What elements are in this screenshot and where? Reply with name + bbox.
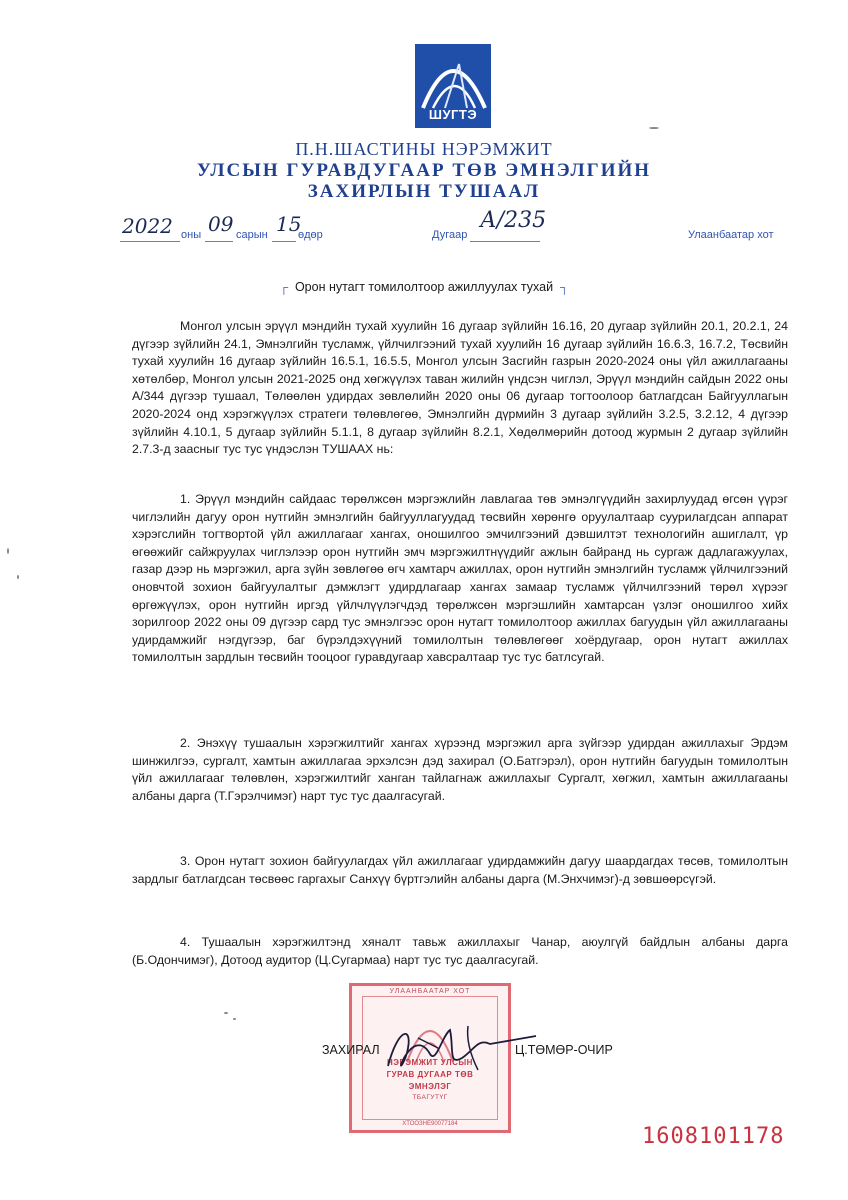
scan-speck	[224, 1012, 228, 1014]
intro-text: Монгол улсын эрүүл мэндийн тухай хуулийн 16 дугаар зүйлийн 16.16, 20 дугаар зүйлийн 20.1, 20.2.1, 24 дүгээр зүйлийн 24.1, Эмнэлгийн тусламж, үйлчилгээний тухай хуулийн 16 дугаар зүйлийн 16.6.3, 16.7.2, Төсвийн тухай хуулийн 16 дугаар зүйлийн 16.5.1, 16.5.5, Монгол улсын Засгийн газрын 2020-2024 оны үйл ажиллагааны хөтөлбөр, Монгол улсын 2021-2025 онд хөгжүүлэх таван жилийн үндсэн чиглэл, Эрүүл мэндийн сайдын 2022 оны А/344 дүгээр тушаал, Төлөөлөн удирдах зөвлөлийн 2020 оны 06 дугаар тогтоолоор батлагдсан Байгууллагын 2020-2024 онд хэрэгжүүлэх стратеги төлөвлөгөө, Эмнэлгийн дүрмийн 3 дугаар зүйлийн 3.2.5, 3.2.12, 4 дүгээр зүйлийн 4.10.1, 5 дугаар зүйлийн 5.1.1, 8 дугаар зүйлийн 8.2.1, Хөдөлмөрийн дотоод журмын 2 дугаар зүйлийн 2.7.3-д заасныг тус тус үндэслэн ТУШААХ нь:	[132, 319, 788, 457]
subject-text: Орон нутагт томилолтоор ажиллуулах тухай	[294, 280, 554, 294]
stamp-reg: ХТООЗНЕ90077184	[402, 1121, 458, 1127]
item-1-text: 1. Эрүүл мэндийн сайдаас төрөлжсөн мэргэжлийн лавлагаа төв эмнэлгүүдийн захирлуудад өгсөн үүрэг чиглэлийн дагуу орон нутгийн эмнэлгийн байгууллагуудад төсвийн хөрөнгө оруулалтаар суурилагдсан аппарат хэрэгслийн тогтвортой үйл ажиллагааг хангах, оношилгоо эмчилгээний дэвшилтэт технологийн ашиглалт, үр өгөөжийг сайжруулах чиглэлээр орон нутгийн эмч мэргэжилтнүүдийг ажлын байранд нь сургаж дадлагажуулах, газар дээр нь мэргэжил, арга зүйн зөвлөгөө өгч хамтарч ажиллах, орон нутгийн эмнэлгийн тусламж үйлчилгээний оновчтой зохион байгуулалтыг дэмжлэгт удирдлагаар хангах замаар тусламж үйлчилгээний төрөл хүрээг өргөжүүлэх, орон нутгийн иргэд үйлчлүүлэгчдэд төрөлжсөн мэргэшлийн хамтарсан үзлэг оношилгоо хийх зорилгоор 2022 оны 09 дүгээр сард тус эмнэлгээс орон нутагт томилолтоор ажиллах багуудын үйл ажиллагааны удирдамжийг нэгдүгээр, баг бүрэлдэхүүний томилолтын төлөвлөгөөг хоёрдугаар, орон нутагт ажиллах томилолтын зардлын төсвийн тооцоог гуравдугаар хавсралтаар тус тус батлсугай.	[132, 492, 788, 665]
item-3-text: 3. Орон нутагт зохион байгуулагдах үйл ажиллагааг удирдамжийн дагуу шаардагдах төсөв, томилолтын зардлыг батлагдсан төсвөөс гаргахыг Санхүү бүртгэлийн албаны дарга (М.Энхчимэг)-д зөвшөөрсүгэй.	[132, 854, 788, 886]
item-2	[132, 735, 788, 805]
city-label: Улаанбаатар хот	[688, 229, 774, 241]
handwritten-signature	[378, 1018, 538, 1078]
stamp-line-2: ГУРАВ ДУГААР ТӨВ	[386, 1070, 474, 1079]
logo-text: ШУГТЭ	[428, 107, 478, 122]
stamp-line-1: НЭРЭМЖИТ УЛСЫН	[387, 1058, 473, 1067]
corner-right-icon: ┐	[560, 280, 569, 294]
order-number-handwritten: А/235	[480, 208, 547, 233]
item-1	[132, 491, 788, 667]
month-suffix: сарын	[236, 229, 268, 241]
org-line-3: ЗАХИРЛЫН ТУШААЛ	[307, 181, 541, 202]
stamp-line-4: ТБАГУТҮГ	[412, 1094, 448, 1101]
year-handwritten: 2022	[122, 214, 173, 238]
scan-speck	[649, 127, 659, 129]
scan-speck	[233, 1018, 236, 1020]
signatory-name: Ц.ТӨМӨР-ОЧИР	[515, 1043, 613, 1057]
org-line-2: УЛСЫН ГУРАВДУГААР ТӨВ ЭМНЭЛГИЙН	[196, 160, 652, 181]
item-4	[132, 934, 788, 969]
year-suffix: оны	[181, 229, 202, 241]
org-line-1: П.Н.ШАСТИНЫ НЭРЭМЖИТ	[295, 139, 553, 159]
intro-paragraph	[132, 318, 788, 459]
item-4-text: 4. Тушаалын хэрэгжилтэнд хяналт тавьж ажиллахыг Чанар, аюулгүй байдлын албаны дарга (Б.Одончимэг), Дотоод аудитор (Ц.Сугармаа) нарт тус тус даалгасугай.	[132, 935, 788, 967]
date-line	[0, 208, 848, 242]
month-handwritten: 09	[208, 212, 234, 236]
serial-number: 1608101178	[642, 1124, 785, 1149]
corner-left-icon: ┌	[279, 280, 288, 294]
day-suffix: өдөр	[298, 229, 323, 241]
stamp-city: УЛААНБААТАР ХОТ	[389, 988, 471, 995]
item-3	[132, 853, 788, 888]
hospital-logo	[415, 44, 491, 128]
subject-line	[0, 280, 848, 294]
signatory-title: ЗАХИРАЛ	[322, 1043, 380, 1057]
item-2-text: 2. Энэхүү тушаалын хэрэгжилтийг хангах хүрээнд мэргэжил арга зүйгээр удирдан ажиллахыг Эрдэм шинжилгээ, сургалт, хамтын ажиллагаа эрхэлсэн дэд захирал (О.Батгэрэл), орон нутгийн багуудын томилолтын үйл ажиллагааг төлөвлөн, хэрэгжилтийг ханган тайлагнаж ажиллахыг Сургалт, хөгжил, хамтын ажиллагааны албаны дарга (Т.Гэрэлчимэг) нарт тус тус даалгасугай.	[132, 736, 788, 803]
scan-speck	[17, 575, 19, 579]
number-label: Дугаар	[432, 229, 468, 241]
scan-speck	[7, 548, 9, 554]
stamp-line-3: ЭМНЭЛЭГ	[408, 1082, 452, 1091]
day-handwritten: 15	[276, 212, 302, 236]
